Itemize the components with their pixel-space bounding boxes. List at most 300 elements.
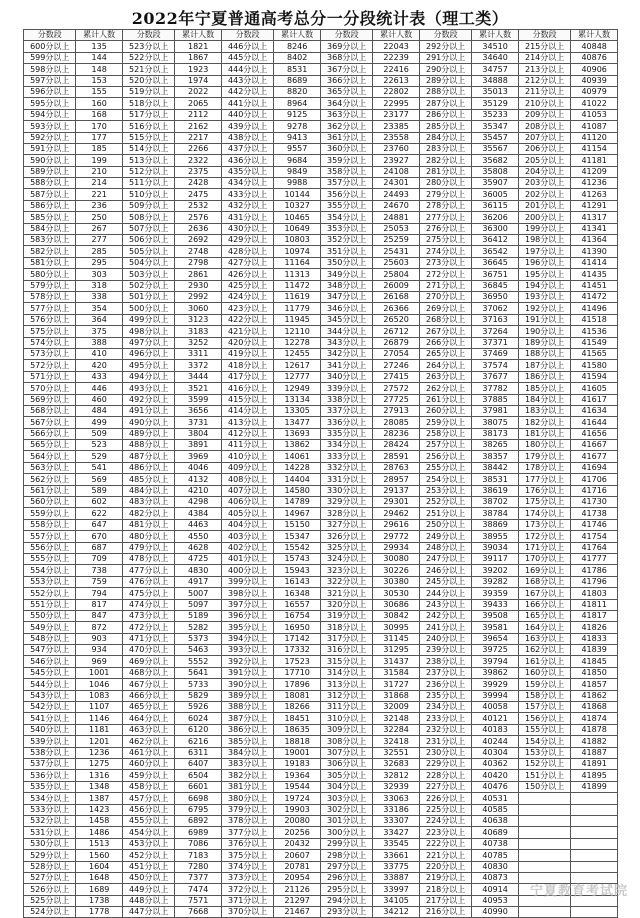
cumulative-count-cell: 3060 <box>175 303 222 314</box>
cumulative-count-cell: 23385 <box>373 121 420 132</box>
score-range-cell: 327分以上 <box>320 519 372 530</box>
cumulative-count-cell: 647 <box>76 519 123 530</box>
cumulative-count-cell: 38357 <box>472 451 519 462</box>
score-range-cell: 351分以上 <box>320 246 372 257</box>
score-range-cell <box>518 793 570 804</box>
score-range-cell: 183分以上 <box>518 405 570 416</box>
cumulative-count-cell: 40058 <box>472 702 519 713</box>
score-range-cell: 256分以上 <box>419 451 471 462</box>
cumulative-count-cell: 24881 <box>373 212 420 223</box>
table-row <box>24 178 618 189</box>
score-range-cell: 511分以上 <box>122 178 174 189</box>
score-range-cell: 416分以上 <box>221 383 273 394</box>
cumulative-count-cell: 5007 <box>175 588 222 599</box>
score-range-cell: 345分以上 <box>320 314 372 325</box>
cumulative-count-cell: 36845 <box>472 280 519 291</box>
score-range-cell: 494分以上 <box>122 371 174 382</box>
cumulative-count-cell: 185 <box>76 143 123 154</box>
score-range-cell: 383分以上 <box>221 759 273 770</box>
score-range-cell: 485分以上 <box>122 474 174 485</box>
cumulative-count-cell: 529 <box>76 451 123 462</box>
cumulative-count-cell: 19183 <box>274 759 321 770</box>
score-range-cell: 398分以上 <box>221 588 273 599</box>
cumulative-count-cell: 40304 <box>472 747 519 758</box>
table-row <box>24 645 618 656</box>
score-range-cell <box>518 907 570 918</box>
cumulative-count-cell: 29137 <box>373 485 420 496</box>
table-row <box>24 451 618 462</box>
cumulative-count-cell: 38619 <box>472 485 519 496</box>
score-range-cell: 452分以上 <box>122 850 174 861</box>
cumulative-count-cell: 35808 <box>472 166 519 177</box>
score-range-cell: 368分以上 <box>320 52 372 63</box>
score-range-cell: 521分以上 <box>122 64 174 75</box>
score-range-cell: 166分以上 <box>518 599 570 610</box>
cumulative-count-cell: 38531 <box>472 474 519 485</box>
cumulative-count-cell: 18451 <box>274 713 321 724</box>
score-range-cell: 509分以上 <box>122 200 174 211</box>
header-cumulative-count: 累计人数 <box>175 30 222 41</box>
cumulative-count-cell: 37677 <box>472 371 519 382</box>
score-range-cell: 305分以上 <box>320 770 372 781</box>
score-range-cell: 228分以上 <box>419 770 471 781</box>
cumulative-count-cell: 30080 <box>373 553 420 564</box>
cumulative-count-cell: 738 <box>76 565 123 576</box>
cumulative-count-cell: 589 <box>76 485 123 496</box>
cumulative-count-cell: 8820 <box>274 86 321 97</box>
cumulative-count-cell: 523 <box>76 440 123 451</box>
score-range-cell: 347分以上 <box>320 291 372 302</box>
table-row <box>24 235 618 246</box>
table-row <box>24 667 618 678</box>
cumulative-count-cell: 5373 <box>175 633 222 644</box>
score-range-cell: 169分以上 <box>518 565 570 576</box>
cumulative-count-cell: 39202 <box>472 565 519 576</box>
table-row <box>24 132 618 143</box>
table-row <box>24 531 618 542</box>
score-range-cell: 377分以上 <box>221 827 273 838</box>
table-row <box>24 815 618 826</box>
cumulative-count-cell: 17332 <box>274 645 321 656</box>
cumulative-count-cell: 4628 <box>175 542 222 553</box>
score-range-cell: 589分以上 <box>24 166 76 177</box>
score-range-cell: 174分以上 <box>518 508 570 519</box>
score-range-cell: 587分以上 <box>24 189 76 200</box>
score-range-cell: 246分以上 <box>419 565 471 576</box>
score-range-cell: 293分以上 <box>320 907 372 918</box>
score-range-cell: 475分以上 <box>122 588 174 599</box>
score-range-cell: 259分以上 <box>419 417 471 428</box>
score-range-cell: 532分以上 <box>24 815 76 826</box>
cumulative-count-cell: 40585 <box>472 804 519 815</box>
score-range-cell: 460分以上 <box>122 759 174 770</box>
score-range-cell: 342分以上 <box>320 348 372 359</box>
score-range-cell: 528分以上 <box>24 861 76 872</box>
score-range-cell: 176分以上 <box>518 485 570 496</box>
cumulative-count-cell: 41857 <box>571 679 618 690</box>
score-range-cell: 518分以上 <box>122 98 174 109</box>
header-score-range: 分数段 <box>518 30 570 41</box>
table-row <box>24 781 618 792</box>
score-range-cell: 535分以上 <box>24 781 76 792</box>
score-range-cell: 413分以上 <box>221 417 273 428</box>
score-range-cell: 321分以上 <box>320 588 372 599</box>
score-range-cell: 408分以上 <box>221 474 273 485</box>
cumulative-count-cell: 22239 <box>373 52 420 63</box>
score-range-cell: 204分以上 <box>518 166 570 177</box>
score-range-cell: 238分以上 <box>419 656 471 667</box>
cumulative-count-cell: 32683 <box>373 759 420 770</box>
score-range-cell: 399分以上 <box>221 576 273 587</box>
score-range-cell: 590分以上 <box>24 155 76 166</box>
score-range-cell: 298分以上 <box>320 850 372 861</box>
cumulative-count-cell: 39433 <box>472 599 519 610</box>
table-row <box>24 474 618 485</box>
score-range-cell: 443分以上 <box>221 75 273 86</box>
score-range-cell: 180分以上 <box>518 440 570 451</box>
cumulative-count-cell: 2217 <box>175 132 222 143</box>
score-range-cell: 427分以上 <box>221 257 273 268</box>
score-range-cell: 344分以上 <box>320 326 372 337</box>
score-range-cell: 471分以上 <box>122 633 174 644</box>
cumulative-count-cell: 40953 <box>472 895 519 906</box>
cumulative-count-cell: 34640 <box>472 52 519 63</box>
score-range-cell: 369分以上 <box>320 41 372 52</box>
score-range-cell: 499分以上 <box>122 314 174 325</box>
score-range-cell: 206分以上 <box>518 143 570 154</box>
cumulative-count-cell: 33307 <box>373 815 420 826</box>
table-row <box>24 622 618 633</box>
cumulative-count-cell: 41899 <box>571 781 618 792</box>
score-range-cell: 164分以上 <box>518 622 570 633</box>
score-range-cell: 450分以上 <box>122 872 174 883</box>
table-row <box>24 576 618 587</box>
table-row <box>24 394 618 405</box>
score-range-cell: 493分以上 <box>122 383 174 394</box>
table-row <box>24 155 618 166</box>
score-range-cell: 584分以上 <box>24 223 76 234</box>
score-range-cell: 580分以上 <box>24 269 76 280</box>
score-range-cell: 586分以上 <box>24 200 76 211</box>
cumulative-count-cell: 1778 <box>76 907 123 918</box>
score-range-cell: 207分以上 <box>518 132 570 143</box>
cumulative-count-cell: 39794 <box>472 656 519 667</box>
cumulative-count-cell: 19001 <box>274 747 321 758</box>
score-range-cell: 546分以上 <box>24 656 76 667</box>
cumulative-count-cell: 41716 <box>571 485 618 496</box>
table-row <box>24 599 618 610</box>
score-range-cell: 583分以上 <box>24 235 76 246</box>
score-range-cell: 530分以上 <box>24 838 76 849</box>
cumulative-count-cell: 5829 <box>175 690 222 701</box>
score-range-cell: 519分以上 <box>122 86 174 97</box>
cumulative-count-cell: 1867 <box>175 52 222 63</box>
cumulative-count-cell: 38869 <box>472 519 519 530</box>
cumulative-count-cell: 2475 <box>175 189 222 200</box>
score-range-cell: 446分以上 <box>221 41 273 52</box>
cumulative-count-cell: 13693 <box>274 428 321 439</box>
score-range-cell: 393分以上 <box>221 645 273 656</box>
table-row <box>24 383 618 394</box>
cumulative-count-cell: 32812 <box>373 770 420 781</box>
cumulative-count-cell: 24493 <box>373 189 420 200</box>
cumulative-count-cell: 41677 <box>571 451 618 462</box>
cumulative-count-cell: 3599 <box>175 394 222 405</box>
cumulative-count-cell: 2532 <box>175 200 222 211</box>
score-range-cell: 239分以上 <box>419 645 471 656</box>
score-range-cell: 361分以上 <box>320 132 372 143</box>
table-row <box>24 246 618 257</box>
cumulative-count-cell: 39282 <box>472 576 519 587</box>
cumulative-count-cell: 26520 <box>373 314 420 325</box>
score-range-cell: 430分以上 <box>221 223 273 234</box>
cumulative-count-cell: 6795 <box>175 804 222 815</box>
cumulative-count-cell: 32009 <box>373 702 420 713</box>
cumulative-count-cell: 41451 <box>571 280 618 291</box>
cumulative-count-cell: 41878 <box>571 724 618 735</box>
table-row <box>24 690 618 701</box>
score-range-cell: 324分以上 <box>320 553 372 564</box>
score-range-cell: 379分以上 <box>221 804 273 815</box>
score-range-cell: 310分以上 <box>320 713 372 724</box>
cumulative-count-cell: 364 <box>76 314 123 325</box>
header-score-range: 分数段 <box>122 30 174 41</box>
score-range-cell: 306分以上 <box>320 759 372 770</box>
score-range-cell: 289分以上 <box>419 75 471 86</box>
cumulative-count-cell: 41435 <box>571 269 618 280</box>
cumulative-count-cell: 41549 <box>571 337 618 348</box>
cumulative-count-cell: 30226 <box>373 565 420 576</box>
score-range-cell: 186分以上 <box>518 371 570 382</box>
cumulative-count-cell: 32284 <box>373 724 420 735</box>
score-range-cell: 152分以上 <box>518 759 570 770</box>
cumulative-count-cell: 25804 <box>373 269 420 280</box>
cumulative-count-cell: 354 <box>76 303 123 314</box>
table-row <box>24 121 618 132</box>
score-range-cell: 197分以上 <box>518 246 570 257</box>
table-row <box>24 553 618 564</box>
cumulative-count-cell: 872 <box>76 622 123 633</box>
score-range-cell: 222分以上 <box>419 838 471 849</box>
score-range-cell: 520分以上 <box>122 75 174 86</box>
cumulative-count-cell: 5189 <box>175 610 222 621</box>
score-range-cell: 554分以上 <box>24 565 76 576</box>
cumulative-count-cell: 7668 <box>175 907 222 918</box>
score-range-cell: 185分以上 <box>518 383 570 394</box>
score-range-cell: 168分以上 <box>518 576 570 587</box>
score-range-cell: 231分以上 <box>419 736 471 747</box>
score-range-cell: 214分以上 <box>518 52 570 63</box>
cumulative-count-cell: 24108 <box>373 166 420 177</box>
score-range-cell: 223分以上 <box>419 827 471 838</box>
table-row <box>24 360 618 371</box>
score-range-cell: 570分以上 <box>24 383 76 394</box>
score-range-cell: 330分以上 <box>320 485 372 496</box>
table-row <box>24 109 618 120</box>
score-range-cell: 595分以上 <box>24 98 76 109</box>
cumulative-count-cell: 41263 <box>571 189 618 200</box>
score-range-cell: 591分以上 <box>24 143 76 154</box>
cumulative-count-cell: 3372 <box>175 360 222 371</box>
cumulative-count-cell: 29616 <box>373 519 420 530</box>
cumulative-count-cell: 41811 <box>571 599 618 610</box>
score-range-cell: 598分以上 <box>24 64 76 75</box>
score-range-cell: 187分以上 <box>518 360 570 371</box>
score-range-cell: 157分以上 <box>518 702 570 713</box>
score-range-cell: 253分以上 <box>419 485 471 496</box>
score-range-cell: 451分以上 <box>122 861 174 872</box>
cumulative-count-cell: 37469 <box>472 348 519 359</box>
cumulative-count-cell: 41644 <box>571 417 618 428</box>
score-range-cell: 508分以上 <box>122 212 174 223</box>
score-range-cell: 527分以上 <box>24 872 76 883</box>
table-row <box>24 280 618 291</box>
score-range-cell: 354分以上 <box>320 212 372 223</box>
score-range-cell: 567分以上 <box>24 417 76 428</box>
cumulative-count-cell: 541 <box>76 462 123 473</box>
cumulative-count-cell: 32148 <box>373 713 420 724</box>
cumulative-count-cell <box>571 838 618 849</box>
score-range-cell: 161分以上 <box>518 656 570 667</box>
score-range-cell: 167分以上 <box>518 588 570 599</box>
score-range-cell: 558分以上 <box>24 519 76 530</box>
score-range-cell: 329分以上 <box>320 497 372 508</box>
cumulative-count-cell <box>571 861 618 872</box>
score-range-cell: 572分以上 <box>24 360 76 371</box>
score-range-cell <box>518 804 570 815</box>
cumulative-count-cell: 1974 <box>175 75 222 86</box>
score-range-cell: 274分以上 <box>419 246 471 257</box>
cumulative-count-cell: 31868 <box>373 690 420 701</box>
cumulative-count-cell: 388 <box>76 337 123 348</box>
cumulative-count-cell: 41746 <box>571 519 618 530</box>
table-row <box>24 166 618 177</box>
cumulative-count-cell: 2861 <box>175 269 222 280</box>
score-range-cell: 227分以上 <box>419 781 471 792</box>
score-range-cell: 463分以上 <box>122 724 174 735</box>
cumulative-count-cell: 35567 <box>472 143 519 154</box>
cumulative-count-cell: 39359 <box>472 588 519 599</box>
cumulative-count-cell: 41777 <box>571 553 618 564</box>
score-range-cell: 323分以上 <box>320 565 372 576</box>
cumulative-count-cell: 41580 <box>571 360 618 371</box>
cumulative-count-cell: 4210 <box>175 485 222 496</box>
score-range-cell: 571分以上 <box>24 371 76 382</box>
cumulative-count-cell: 210 <box>76 166 123 177</box>
cumulative-count-cell: 41656 <box>571 428 618 439</box>
table-row <box>24 371 618 382</box>
cumulative-count-cell: 41617 <box>571 394 618 405</box>
score-range-cell: 295分以上 <box>320 884 372 895</box>
cumulative-count-cell: 41236 <box>571 178 618 189</box>
cumulative-count-cell: 2636 <box>175 223 222 234</box>
score-range-cell: 418分以上 <box>221 360 273 371</box>
score-range-cell: 467分以上 <box>122 679 174 690</box>
score-range-cell: 552分以上 <box>24 588 76 599</box>
cumulative-count-cell: 19364 <box>274 770 321 781</box>
cumulative-count-cell <box>571 850 618 861</box>
cumulative-count-cell: 2930 <box>175 280 222 291</box>
score-range-cell: 184分以上 <box>518 394 570 405</box>
cumulative-count-cell: 7474 <box>175 884 222 895</box>
watermark: 宁夏教育考试院 <box>529 884 628 899</box>
header-cumulative-count: 累计人数 <box>571 30 618 41</box>
score-range-cell: 278分以上 <box>419 200 471 211</box>
score-range-cell: 517分以上 <box>122 109 174 120</box>
score-range-cell: 287分以上 <box>419 98 471 109</box>
table-row <box>24 804 618 815</box>
cumulative-count-cell: 41496 <box>571 303 618 314</box>
cumulative-count-cell: 36950 <box>472 291 519 302</box>
table-body <box>24 41 618 918</box>
cumulative-count-cell: 7280 <box>175 861 222 872</box>
score-range-cell <box>518 861 570 872</box>
cumulative-count-cell: 16143 <box>274 576 321 587</box>
table-row <box>24 291 618 302</box>
cumulative-count-cell: 6698 <box>175 793 222 804</box>
cumulative-count-cell: 155 <box>76 86 123 97</box>
cumulative-count-cell: 10803 <box>274 235 321 246</box>
cumulative-count-cell: 338 <box>76 291 123 302</box>
score-range-cell: 294分以上 <box>320 895 372 906</box>
score-range-cell: 543分以上 <box>24 690 76 701</box>
cumulative-count-cell: 148 <box>76 64 123 75</box>
cumulative-count-cell: 41862 <box>571 690 618 701</box>
score-range-cell: 565分以上 <box>24 440 76 451</box>
cumulative-count-cell: 29462 <box>373 508 420 519</box>
score-range-cell: 311分以上 <box>320 702 372 713</box>
score-range-cell: 563分以上 <box>24 462 76 473</box>
cumulative-count-cell: 41536 <box>571 326 618 337</box>
cumulative-count-cell: 4384 <box>175 508 222 519</box>
score-range-cell: 433分以上 <box>221 189 273 200</box>
score-range-cell: 240分以上 <box>419 633 471 644</box>
table-row <box>24 462 618 473</box>
score-range-cell: 374分以上 <box>221 861 273 872</box>
score-range-cell: 363分以上 <box>320 109 372 120</box>
cumulative-count-cell: 221 <box>76 189 123 200</box>
score-range-cell: 254分以上 <box>419 474 471 485</box>
cumulative-count-cell: 41730 <box>571 497 618 508</box>
cumulative-count-cell: 36542 <box>472 246 519 257</box>
score-range-cell: 373分以上 <box>221 872 273 883</box>
cumulative-count-cell: 41882 <box>571 736 618 747</box>
score-range-cell: 292分以上 <box>419 41 471 52</box>
score-range-cell: 225分以上 <box>419 804 471 815</box>
cumulative-count-cell: 7377 <box>175 872 222 883</box>
cumulative-count-cell: 41364 <box>571 235 618 246</box>
cumulative-count-cell: 34212 <box>373 907 420 918</box>
score-range-cell: 237分以上 <box>419 667 471 678</box>
table-row <box>24 770 618 781</box>
score-range-cell: 539分以上 <box>24 736 76 747</box>
score-range-cell: 364分以上 <box>320 98 372 109</box>
score-range-cell: 461分以上 <box>122 747 174 758</box>
score-range-cell: 213分以上 <box>518 64 570 75</box>
score-range-cell: 276分以上 <box>419 223 471 234</box>
cumulative-count-cell: 14061 <box>274 451 321 462</box>
score-range-cell: 233分以上 <box>419 713 471 724</box>
cumulative-count-cell: 14228 <box>274 462 321 473</box>
score-range-cell: 533分以上 <box>24 804 76 815</box>
cumulative-count-cell: 19544 <box>274 781 321 792</box>
score-range-cell: 498分以上 <box>122 326 174 337</box>
score-range-cell: 545分以上 <box>24 667 76 678</box>
cumulative-count-cell: 8402 <box>274 52 321 63</box>
score-range-cell: 221分以上 <box>419 850 471 861</box>
cumulative-count-cell: 41796 <box>571 576 618 587</box>
score-range-cell: 331分以上 <box>320 474 372 485</box>
